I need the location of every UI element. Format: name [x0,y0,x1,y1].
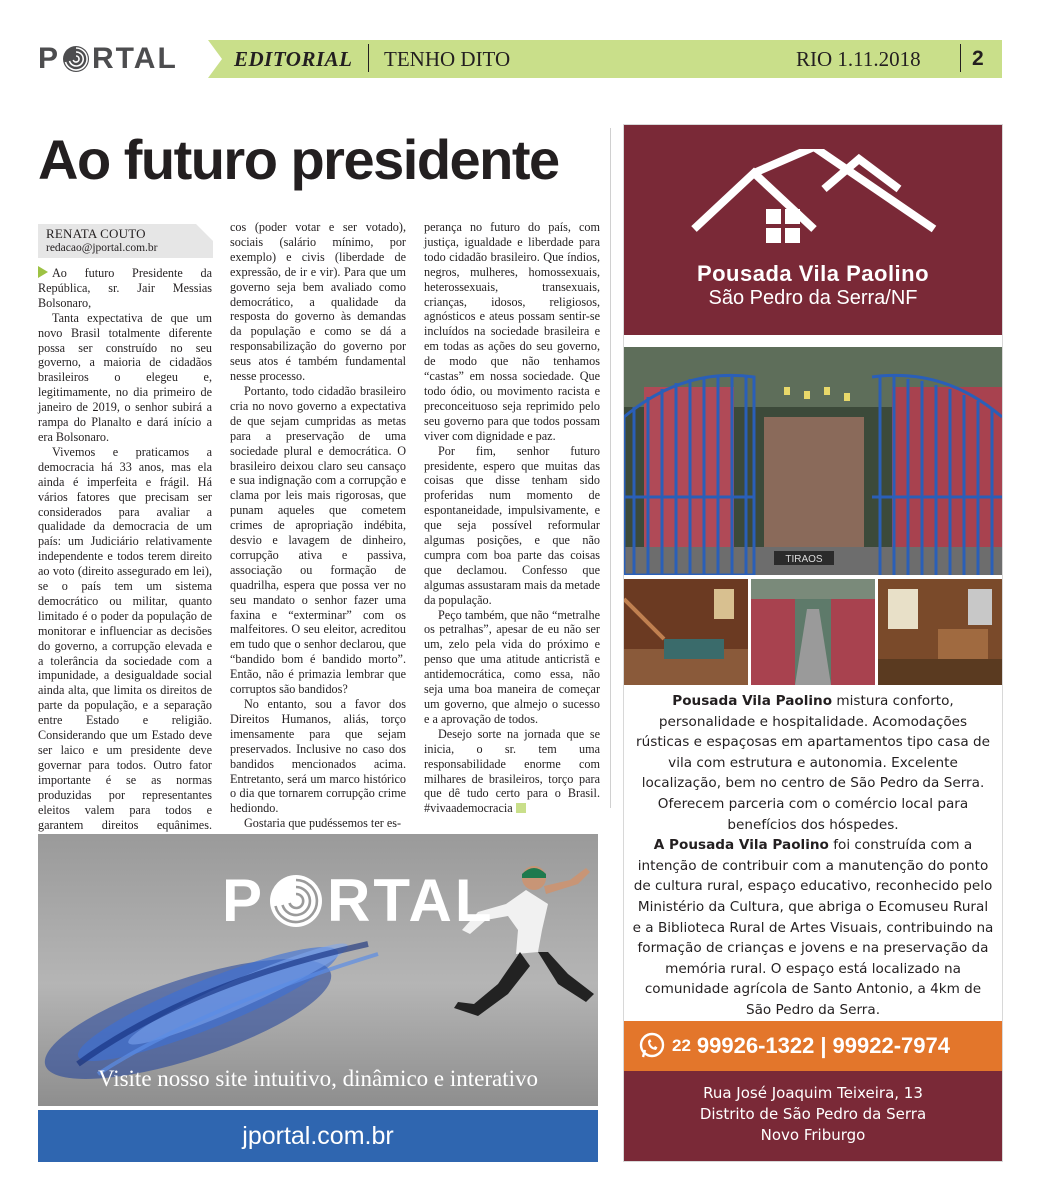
pousada-title: Pousada Vila Paolino [696,261,930,286]
article-paragraph: perança no futuro do país, com justiça, igualdade e liberdade para todo cidadão brasileiro. Que índios, negros, mulheres, homossexuais, heterossexuais, transexuais, crianças, idosos, religiosos, agnósticos e ateus possam sentir-se incluídos na sociedade brasileira e em todas as ações do seu governo, de modo que não tenhamos “castas” em nossa sociedade. Que todo ódio, ou movimento racista e preconceituoso seja reprimido pelo seu governo para que todos possam viver com dignidade e paz. [424,220,600,443]
swirl-o-icon [267,872,325,930]
kitchen-thumbnail[interactable] [878,579,1002,685]
description-lead: Pousada Vila Paolino [672,693,833,709]
courtyard-thumbnail[interactable] [751,579,875,685]
portal-ad-logo [222,866,495,936]
article-paragraph: Vivemos e praticamos a democracia há 33 anos, mas ela ainda é imperfeita e frágil. Há vários fatores que precisam ser considerados para avaliar a qualidade da democracia de um país: um Judiciário relativamente independente e todos terem direito ao voto (direito assegurado em lei), se o país tem um sistema democrático ou militar, quanto limitado é o poder da população de monitorar e influenciar as decisões do governo, a corrupção elevada e a tolerância da sociedade com a impunidade, a desigualdade social ainda alta, que limita os direitos de parte da população, e a separação entre Estado e religião. Considerando que um Estado deve ser laico e um presidente deve governar para todos. Outro fator importante é se as normas produzidas por representantes eleitos valem para todos e garantem direitos equânimes. [38,444,212,832]
portal-advertisement[interactable] [38,834,598,1106]
pousada-description [632,691,994,1021]
end-mark-icon [516,803,526,813]
address-line: Distrito de São Pedro da Serra [699,1105,927,1123]
phone-area-code: 22 [672,1036,691,1055]
article-paragraph: Por fim, senhor futuro presidente, espero que muitas das coisas que disse tenham sido proferidas num momento de espontaneidade, impulsivamente, e que seja possível reformular algumas posições, e que não cumpra com boa parte das coisas que declamou. Confesso que algumas assustaram mais da metade da população. [424,443,600,607]
header-divider [368,44,369,72]
article-paragraph: Gostaria que pudéssemos ter es- [244,816,402,831]
phone-number-2[interactable]: 99922-7974 [832,1033,950,1058]
article-paragraph: cos (poder votar e ser votado), sociais (salário mínimo, por exemplo) e civis (liberdade de expressão, de ir e vir). Para que um governo seja bem avaliado como democrático, a qualidade da resposta do governo às demandas da população e como se dá a responsabilização do governo por seus atos é também fundamental nesse processo. [230,220,406,384]
author-email[interactable]: redacao@jportal.com.br [46,242,158,254]
page-header [38,40,1002,78]
gate-photo-illustration [624,347,1002,575]
portal-logo[interactable] [38,42,178,76]
photo-sign-text: TIRAOS [785,554,823,565]
logo-letter-p: P [38,42,61,75]
header-divider [960,44,961,72]
phone-number-1[interactable]: 99926-1322 [696,1033,815,1058]
portal-ad-tagline: Visite nosso site intuitivo, dinâmico e interativo [97,1066,539,1091]
pousada-advertisement[interactable] [623,124,1003,1162]
description-part-2: foi construída com a intenção de contribuir com a manutenção do ponto de cultura rural, espaço educativo, reconhecido pelo Ministério da Cultura, que abriga o Ecomuseu Rural e a Biblioteca Rural de Artes Visuais, contribuindo na formação de crianças e jovens e na preservação da memória rural. O espaço está localizado na comunidade agrícola de Santo Antonio, a 4km de São Pedro da Serra. [632,837,994,1018]
issue-date: RIO 1.11.2018 [796,47,921,71]
article-paragraph: Peço também, que não “metralhe os petralhas”, apesar de eu não ser um, zelo pela vida do próximo e penso que uma atitude anticristã e antidemocrática, como essa, não seja uma boa maneira de começar um governo, que almejo o sucesso e a aprovação de todos. [424,607,600,726]
ad-logo-letters-rtal: RTAL [327,867,495,934]
portal-website-link[interactable]: jportal.com.br [242,1122,394,1150]
phone-numbers[interactable] [638,1021,998,1071]
description-part-1: mistura conforto, personalidade e hospitalidade. Acomodações rústicas e espaçosas em apartamentos tipo casa de vila com estrutura e autonomia. Excelente localização, bem no centro de São Pedro da Serra. Oferecem parceria com o comércio local para benefícios dos hóspedes. [636,693,990,833]
column-divider [610,128,611,808]
column-name: TENHO DITO [384,47,511,71]
swirl-o-icon [61,44,91,74]
logo-letters-rtal: RTAL [92,42,178,75]
phone-separator: | [820,1033,827,1058]
pousada-header-panel [624,125,1002,335]
page-number: 2 [972,47,984,70]
article-headline: Ao futuro presidente [38,128,559,191]
article-paragraph: No entanto, sou a favor dos Direitos Humanos, aliás, torço imensamente para que sejam preservados. Inclusive no caso dos bandidos mencionados acima. Entretanto, será um marco histórico o dia que tornarem corrupção crime hediondo. [230,697,406,816]
section-label: EDITORIAL [234,47,353,71]
description-lead-2: A Pousada Vila Paolino [653,837,829,854]
author-name: RENATA COUTO [46,226,146,241]
address-line: Novo Friburgo [760,1126,866,1144]
article-paragraph: Desejo sorte na jornada que se inicia, o sr. tem uma responsabilidade enorme com milhares de brasileiros, torço para que dê tudo certo para o Brasil. #vivaademocracia [424,726,600,816]
article-column-1 [38,266,212,862]
paragraph-marker-icon [38,266,48,278]
pousada-address [624,1083,1002,1146]
pousada-gate-photo [624,347,1002,575]
article-paragraph: Tanta expectativa de que um novo Brasil totalmente diferente possa ser construído no seu governo, a maioria de cidadãos brasileiros o elegeu e, legitimamente, no dia primeiro de janeiro de 2019, o senhor subirá a rampa do Planalto e dará início a era Bolsonaro. [38,310,212,444]
room-thumbnail[interactable] [624,579,748,685]
article-paragraph: Portanto, todo cidadão brasileiro cria no novo governo a expectativa de que sejam cumpridas as metas para a preservação de uma sociedade plural e democrática. O brasileiro deixou claro seu cansaço e sua indignação com a corrupção e clama por leis mais rigorosas, que punam aqueles que cometem crimes de apropriação indébita, desvio e lavagem de dinheiro, corrupção ativa e passiva, associação ou formação de quadrilha, espera que possa ver no seu mandato o senhor fazer uma faxina e “exterminar” com os malfeitores. O seu eleitor, acreditou em tudo que o senhor declarou, que “bandido bom é bandido morto”. Então, não é primazia lembrar que corruptos são bandidos? [230,383,406,697]
article-column-3 [424,220,600,816]
house-roof-icon [684,149,944,265]
ad-logo-letter-p: P [222,867,266,934]
article-paragraph: Ao futuro Presidente da República, sr. Jair Messias Bolsonaro, [38,266,212,310]
whatsapp-icon [638,1032,666,1060]
pousada-location: São Pedro da Serra/NF [708,287,918,309]
pousada-thumbnails [624,579,1002,685]
address-line: Rua José Joaquim Teixeira, 13 [703,1084,923,1102]
article-column-2 [230,220,406,831]
